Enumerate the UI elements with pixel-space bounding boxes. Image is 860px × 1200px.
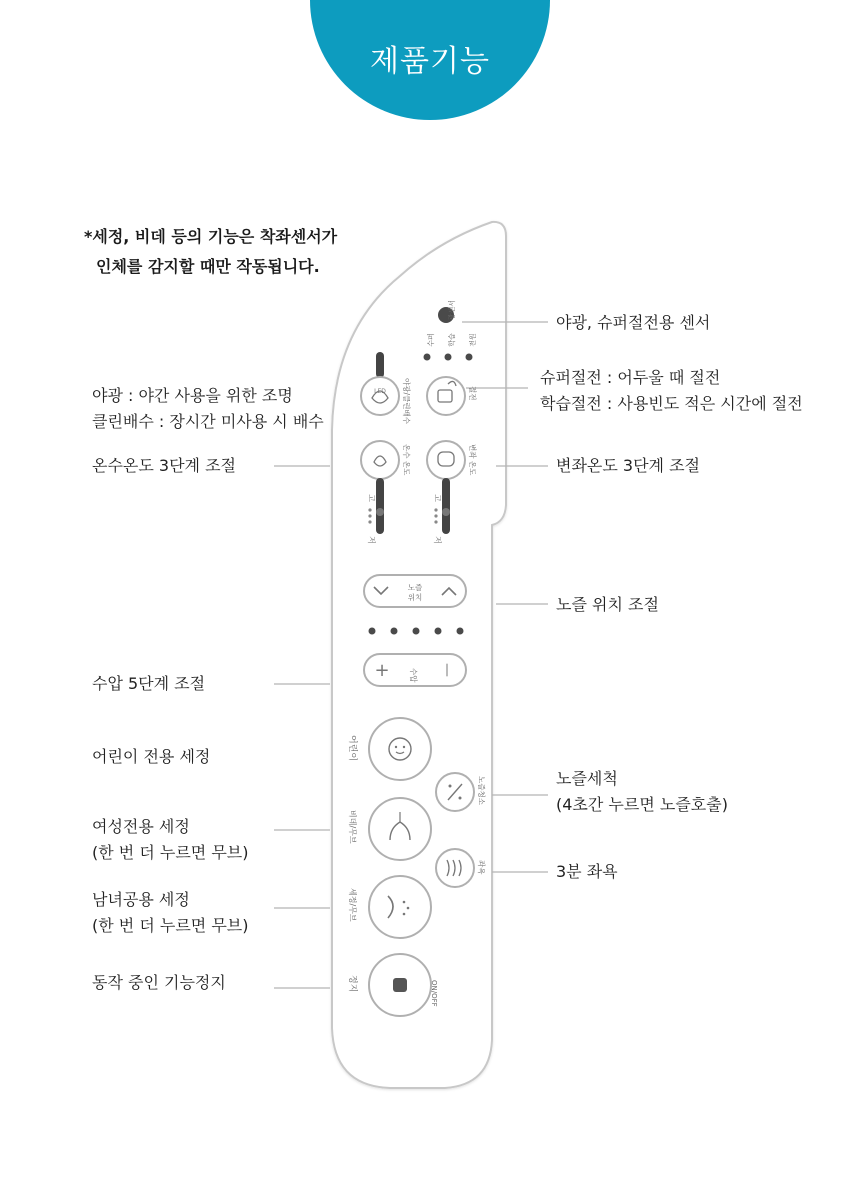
child-wash-caption: 어린이 <box>347 735 357 762</box>
sitz-bath-button[interactable] <box>436 849 474 887</box>
wash-button[interactable] <box>369 876 431 938</box>
label-nozzle-position: 노즐 위치 조절 <box>556 595 659 614</box>
stop-icon <box>393 978 407 992</box>
mode-label-super: 수퍼 <box>427 333 435 347</box>
label-pressure: 수압 5단계 조절 <box>92 674 206 693</box>
label-wash: 남녀공용 세정 (한 번 더 누르면 무브) <box>92 890 249 935</box>
night-light-clean-caption: 야광/클린배수 <box>402 378 411 424</box>
seat-temp-track <box>442 478 450 534</box>
nozzle-caption-line2: 위치 <box>407 593 423 602</box>
water-temp-high-label: 고 <box>367 494 376 502</box>
stop-button[interactable] <box>369 954 431 1016</box>
nozzle-clean-caption: 노즐청소 <box>477 776 486 805</box>
power-save-button[interactable] <box>427 377 465 415</box>
water-temp-caption: 온수 온도 <box>402 444 411 476</box>
label-nozzle-clean: 노즐세척 (4초간 누르면 노즐호출) <box>556 769 728 814</box>
label-bidet: 여성전용 세정 (한 번 더 누르면 무브) <box>92 817 249 862</box>
nozzle-clean-button[interactable] <box>436 773 474 811</box>
usage-note-line2: 인체를 감지할 때만 작동됩니다. <box>96 257 320 276</box>
sensor-label: 광센서 <box>448 300 456 321</box>
wash-caption: 세정/무브 <box>348 888 357 922</box>
mode-label-power: 전원 <box>469 333 477 347</box>
label-child-wash: 어린이 전용 세정 <box>92 747 211 766</box>
water-temp-level-dots <box>368 508 371 523</box>
label-seat-temp: 변좌온도 3단계 조절 <box>556 456 700 475</box>
nozzle-caption-line1: 노즐 <box>407 583 423 592</box>
water-temp-track <box>376 478 384 534</box>
child-wash-button[interactable] <box>369 718 431 780</box>
bidet-caption: 비데/무브 <box>348 810 357 844</box>
plus-icon[interactable]: + <box>374 660 390 681</box>
label-power-save: 슈퍼절전 : 어두울 때 절전 학습절전 : 사용빈도 적은 시간에 절전 <box>540 368 803 413</box>
led-icon-text: LED <box>374 388 386 395</box>
label-sensor: 야광, 슈퍼절전용 센서 <box>556 313 711 332</box>
label-night-light: 야광 : 야간 사용을 위한 조명 클린배수 : 장시간 미사용 시 배수 <box>92 386 324 431</box>
label-water-temp: 온수온도 3단계 조절 <box>92 456 236 475</box>
mode-label-learn: 학습 <box>448 333 456 347</box>
seat-temp-high-label: 고 <box>433 494 442 502</box>
label-stop: 동작 중인 기능정지 <box>92 973 226 992</box>
bidet-button[interactable] <box>369 798 431 860</box>
usage-note-line1: *세정, 비데 등의 기능은 착좌센서가 <box>84 227 338 246</box>
seat-temp-low-label: 저 <box>433 536 442 544</box>
water-temp-low-label: 저 <box>367 536 376 544</box>
seat-temp-level-dots <box>434 508 437 523</box>
power-save-caption: 절전 <box>468 386 477 401</box>
seat-temp-caption: 변좌 온도 <box>468 444 477 476</box>
minus-icon[interactable]: — <box>439 663 455 677</box>
power-on-off-label: ON/OFF <box>430 980 438 1007</box>
stop-caption: 정지 <box>347 975 357 993</box>
pressure-caption: 수압 <box>409 668 418 683</box>
sitz-bath-caption: 좌욕 <box>477 860 486 875</box>
page-title: 제품기능 <box>370 44 490 79</box>
label-sitz-bath: 3분 좌욕 <box>556 862 618 881</box>
